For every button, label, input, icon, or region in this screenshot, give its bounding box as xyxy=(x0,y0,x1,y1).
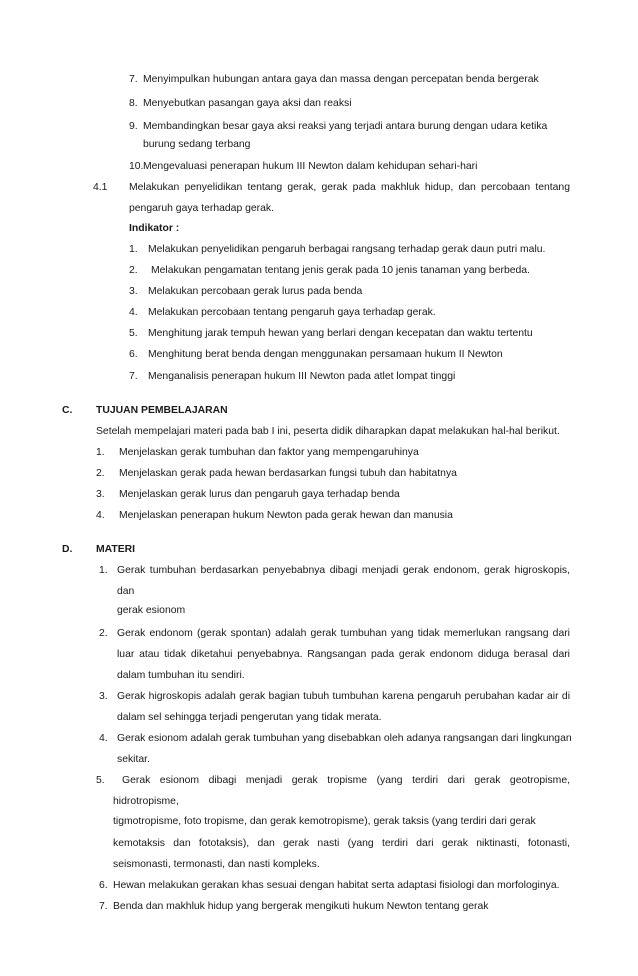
list-item-cont: hidrotropisme, xyxy=(113,796,179,807)
list-number: 1. xyxy=(96,447,105,458)
list-item-cont: kemotaksis dan fototaksis), dan gerak nasti (yang terdiri dari gerak niktinasti, fotonasti, xyxy=(113,838,570,849)
list-number: 3. xyxy=(96,489,105,500)
list-number: 5. xyxy=(96,775,105,786)
list-number: 6. xyxy=(99,880,108,891)
list-item: Menghitung berat benda dengan menggunakan persamaan hukum II Newton xyxy=(148,349,503,360)
list-number: 8. xyxy=(129,98,138,109)
list-item: Melakukan pengamatan tentang jenis gerak pada 10 jenis tanaman yang berbeda. xyxy=(151,265,530,276)
list-item: Gerak endonom (gerak spontan) adalah gerak tumbuhan yang tidak memerlukan rangsang dari xyxy=(117,628,570,639)
list-item: Melakukan percobaan gerak lurus pada benda xyxy=(148,286,363,297)
list-item-continuation: burung sedang terbang xyxy=(143,139,251,150)
list-item-cont: sekitar. xyxy=(117,754,150,765)
list-item: Benda dan makhluk hidup yang bergerak mengikuti hukum Newton tentang gerak xyxy=(113,901,489,912)
list-number: 2. xyxy=(129,265,138,276)
list-item: Menganalisis penerapan hukum III Newton pada atlet lompat tinggi xyxy=(148,371,456,382)
list-item: Melakukan penyelidikan pengaruh berbagai rangsang terhadap gerak daun putri malu. xyxy=(148,244,546,255)
list-item-cont: gerak esionom xyxy=(117,605,186,616)
list-item: Menjelaskan gerak pada hewan berdasarkan fungsi tubuh dan habitatnya xyxy=(119,468,457,479)
list-number: 10. xyxy=(129,161,144,172)
list-item-cont: dan xyxy=(117,586,135,597)
list-item: Gerak esionom dibagi menjadi gerak tropisme (yang terdiri dari gerak geotropisme, xyxy=(122,775,570,786)
list-item-cont: luar atau tidak diketahui penyebabnya. Rangsangan pada gerak endonom diduga berasal dari xyxy=(117,649,570,660)
list-number: 9. xyxy=(129,121,138,132)
section-intro: Setelah mempelajari materi pada bab I ini, peserta didik diharapkan dapat melakukan hal-hal berikut. xyxy=(96,426,560,437)
list-item: Menghitung jarak tempuh hewan yang berlari dengan kecepatan dan waktu tertentu xyxy=(148,328,533,339)
section-title: MATERI xyxy=(96,544,136,555)
list-item-cont: tigmotropisme, foto tropisme, dan gerak kemotropisme), gerak taksis (yang terdiri dari gerak xyxy=(113,816,536,827)
list-item-cont: seismonasti, termonasti, dan nasti kompleks. xyxy=(113,859,320,870)
section-letter: C. xyxy=(62,405,73,416)
indikator-label: Indikator : xyxy=(129,223,180,234)
list-number: 1. xyxy=(129,244,138,255)
list-item-cont: dalam tumbuhan itu sendiri. xyxy=(117,670,245,681)
list-item: Membandingkan besar gaya aksi reaksi yang terjadi antara burung dengan udara ketika xyxy=(143,121,548,132)
list-number: 7. xyxy=(129,74,138,85)
list-number: 5. xyxy=(129,328,138,339)
list-item: Hewan melakukan gerakan khas sesuai dengan habitat serta adaptasi fisiologi dan morfologinya. xyxy=(113,880,560,891)
competency-text-cont: pengaruh gaya terhadap gerak. xyxy=(129,203,275,214)
list-item: Gerak esionom adalah gerak tumbuhan yang disebabkan oleh adanya rangsangan dari lingkungan xyxy=(117,733,572,744)
list-item: Menyimpulkan hubungan antara gaya dan massa dengan percepatan benda bergerak xyxy=(143,74,539,85)
list-number: 3. xyxy=(99,691,108,702)
list-number: 2. xyxy=(96,468,105,479)
list-number: 4. xyxy=(96,510,105,521)
competency-text: Melakukan penyelidikan tentang gerak, gerak pada makhluk hidup, dan percobaan tentang xyxy=(129,182,570,193)
list-item: Mengevaluasi penerapan hukum III Newton dalam kehidupan sehari-hari xyxy=(143,161,478,172)
list-number: 3. xyxy=(129,286,138,297)
list-item: Menjelaskan gerak lurus dan pengaruh gaya terhadap benda xyxy=(119,489,400,500)
list-number: 7. xyxy=(99,901,108,912)
competency-number: 4.1 xyxy=(93,182,108,193)
list-item: Menyebutkan pasangan gaya aksi dan reaksi xyxy=(143,98,352,109)
list-number: 2. xyxy=(99,628,108,639)
list-item: Gerak higroskopis adalah gerak bagian tubuh tumbuhan karena pengaruh perubahan kadar air di xyxy=(117,691,570,702)
section-letter: D. xyxy=(62,544,73,555)
list-number: 1. xyxy=(99,565,108,576)
list-item: Menjelaskan penerapan hukum Newton pada gerak hewan dan manusia xyxy=(119,510,453,521)
list-number: 4. xyxy=(99,733,108,744)
list-item: Menjelaskan gerak tumbuhan dan faktor yang mempengaruhinya xyxy=(119,447,419,458)
list-number: 4. xyxy=(129,307,138,318)
list-item: Melakukan percobaan tentang pengaruh gaya terhadap gerak. xyxy=(148,307,436,318)
list-item-cont: dalam sel sehingga terjadi pengerutan yang tidak merata. xyxy=(117,712,382,723)
list-number: 7. xyxy=(129,371,138,382)
list-item: Gerak tumbuhan berdasarkan penyebabnya dibagi menjadi gerak endonom, gerak higroskopis, xyxy=(117,565,570,576)
list-number: 6. xyxy=(129,349,138,360)
section-title: TUJUAN PEMBELAJARAN xyxy=(96,405,228,416)
